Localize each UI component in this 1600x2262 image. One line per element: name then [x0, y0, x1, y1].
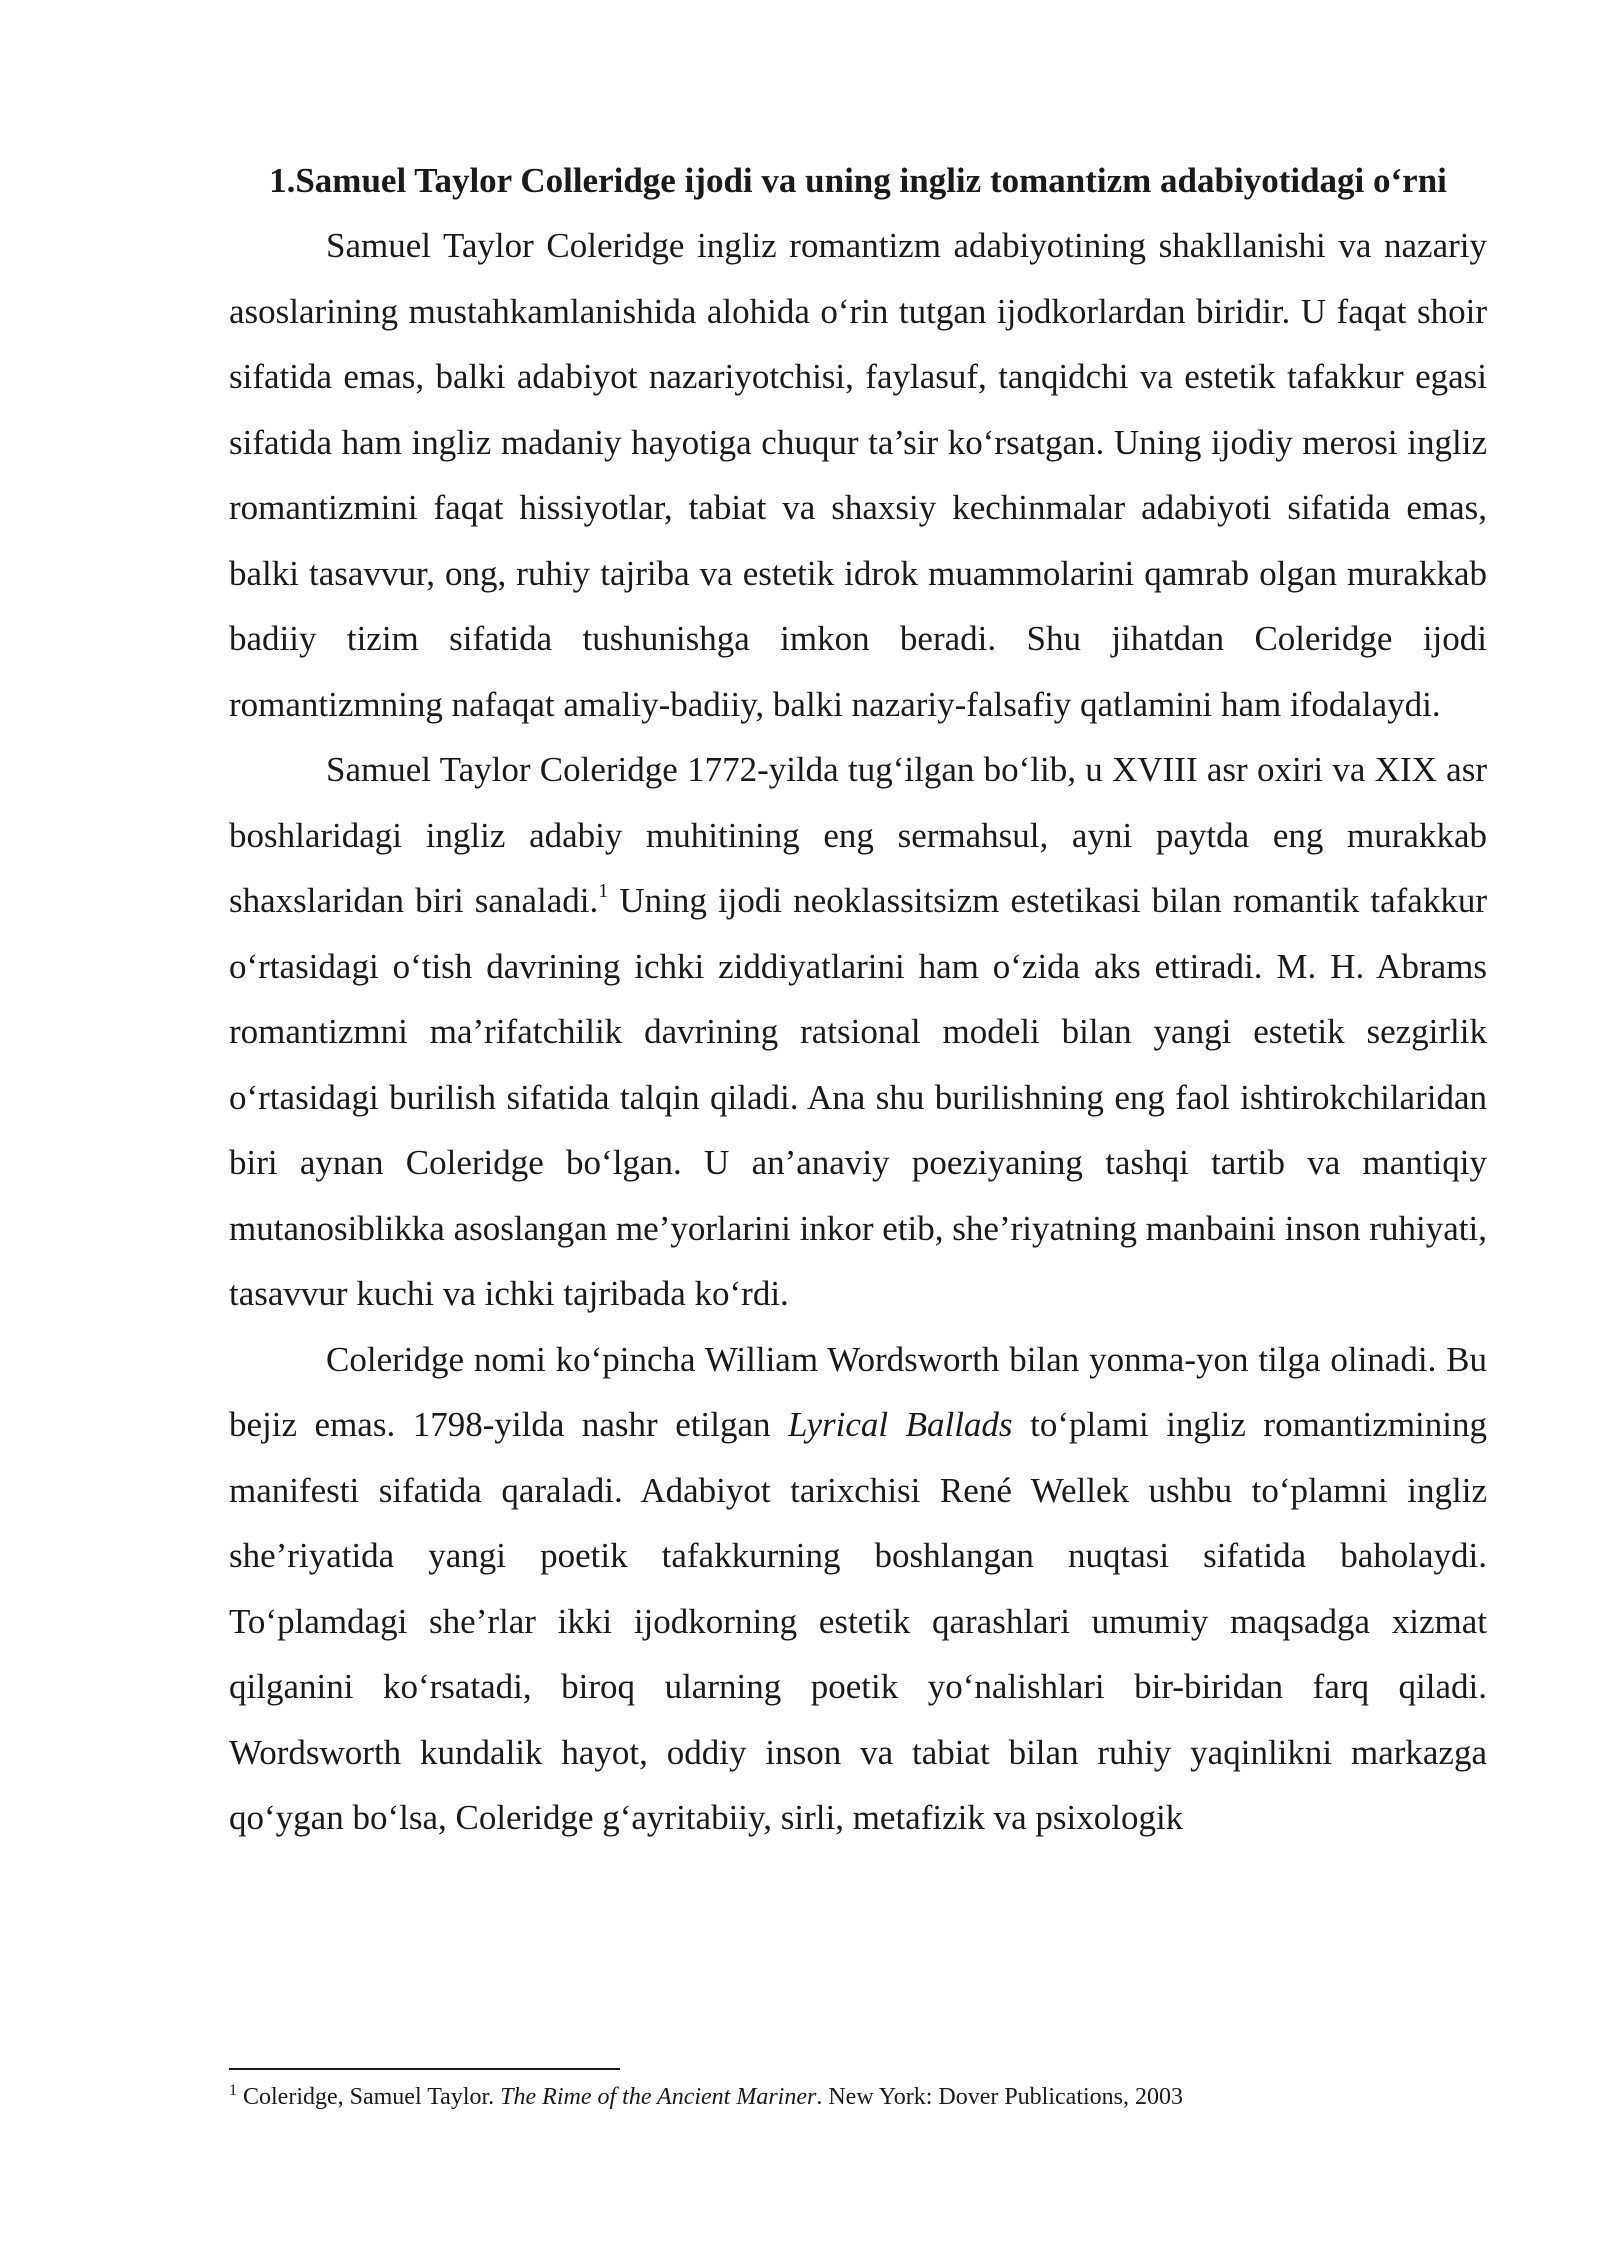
footnote-publication: . New York: Dover Publications, 2003 [816, 2084, 1183, 2110]
section-title: 1.Samuel Taylor Colleridge ijodi va uning ingliz tomantizm adabiyotidagi o‘rni [269, 161, 1447, 200]
footnote-number: 1 [229, 2082, 237, 2099]
footnote-reference[interactable]: 1 [598, 880, 609, 903]
paragraph-2-text-before-ref: Samuel Taylor Coleridge 1772-yilda tug‘ilgan bo‘lib, u XVIII asr oxiri va XIX asr boshlaridagi ingliz adabiy muhitining eng sermahsul, ayni paytda eng murakkab shaxslaridan biri sanaladi. [229, 750, 1487, 920]
document-page [229, 148, 1487, 1851]
footnote-separator [229, 2068, 620, 2070]
footnote-work-title: The Rime of the Ancient Mariner [500, 2084, 817, 2110]
paragraph-3-text-before-italic: Coleridge nomi ko‘pincha William Wordsworth bilan yonma-yon tilga olinadi. Bu bejiz emas. 1798-yilda nashr etilgan [229, 1339, 1487, 1444]
paragraph-2 [229, 737, 1487, 1327]
book-title-italic: Lyrical Ballads [788, 1405, 1013, 1444]
paragraph-2-text-after-ref: Uning ijodi neoklassitsizm estetikasi bilan romantik tafakkur o‘rtasidagi o‘tish davrining ichki ziddiyatlarini ham o‘zida aks ettiradi. M. H. Abrams romantizmni ma’rifatchilik davrining ratsional modeli bilan yangi estetik sezgirlik o‘rtasidagi burilish sifatida talqin qiladi. Ana shu burilishning eng faol ishtirokchilaridan biri aynan Coleridge bo‘lgan. U an’anaviy poeziyaning tashqi tartib va mantiqiy mutanosiblikka asoslangan me’yorlarini inkor etib, she’riyatning manbaini inson ruhiyati, tasavvur kuchi va ichki tajribada ko‘rdi. [229, 881, 1487, 1313]
paragraph-1 [229, 213, 1487, 737]
paragraph-3-text-after-italic: to‘plami ingliz romantizmining manifesti sifatida qaraladi. Adabiyot tarixchisi René Wellek ushbu to‘plamni ingliz she’riyatida yangi poetik tafakkurning boshlangan nuqtasi sifatida baholaydi. To‘plamdagi she’rlar ikki ijodkorning estetik qarashlari umumiy maqsadga xizmat qilganini ko‘rsatadi, biroq ularning poetik yo‘nalishlari bir-biridan farq qiladi. Wordsworth kundalik hayot, oddiy inson va tabiat bilan ruhiy yaqinlikni markazga qo‘ygan bo‘lsa, Coleridge g‘ayritabiiy, sirli, metafizik va psixologik [229, 1405, 1488, 1837]
paragraph-3 [229, 1327, 1487, 1851]
paragraph-1-text: Samuel Taylor Coleridge ingliz romantizm adabiyotining shakllanishi va nazariy asoslarining mustahkamlanishida alohida o‘rin tutgan ijodkorlardan biridir. U faqat shoir sifatida emas, balki adabiyot nazariyotchisi, faylasuf, tanqidchi va estetik tafakkur egasi sifatida ham ingliz madaniy hayotiga chuqur ta’sir ko‘rsatgan. Uning ijodiy merosi ingliz romantizmini faqat hissiyotlar, tabiat va shaxsiy kechinmalar adabiyoti sifatida emas, balki tasavvur, ong, ruhiy tajriba va estetik idrok muammolarini qamrab olgan murakkab badiiy tizim sifatida tushunishga imkon beradi. Shu jihatdan Coleridge ijodi romantizmning nafaqat amaliy-badiiy, balki nazariy-falsafiy qatlamini ham ifodalaydi. [229, 226, 1487, 724]
footnote-author: Coleridge, Samuel Taylor. [243, 2084, 501, 2110]
footnote [229, 2082, 1487, 2112]
